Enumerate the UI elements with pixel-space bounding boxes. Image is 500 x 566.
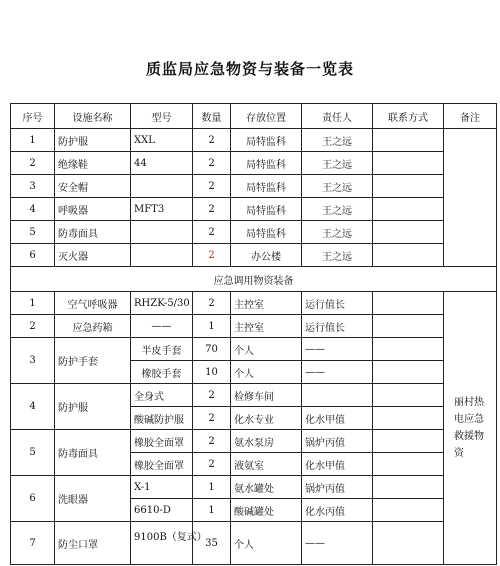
table-row <box>11 198 497 221</box>
item-person: 运行值长 <box>302 315 373 338</box>
item-model: 橡胶全面罩 <box>131 453 193 476</box>
item-contact <box>373 384 444 407</box>
item-model: 橡胶全面罩 <box>131 430 193 453</box>
item-person: 王之远 <box>302 129 373 152</box>
item-location: 局特监科 <box>231 152 302 175</box>
row-number: 2 <box>11 315 55 338</box>
item-quantity: 2 <box>193 221 231 244</box>
table-row <box>11 338 497 361</box>
item-location: 液氨室 <box>231 453 302 476</box>
table-row <box>11 384 497 407</box>
item-name: 呼吸器 <box>55 198 131 221</box>
item-person: 王之远 <box>302 244 373 267</box>
row-number: 1 <box>11 129 55 152</box>
table-row <box>11 430 497 453</box>
header-cell: 联系方式 <box>373 104 444 129</box>
row-number: 6 <box>11 476 55 522</box>
item-contact <box>373 430 444 453</box>
item-name: 防尘口罩 <box>55 522 131 565</box>
table-row <box>11 221 497 244</box>
table-row <box>11 175 497 198</box>
row-number: 5 <box>11 430 55 476</box>
row-number: 1 <box>11 292 55 315</box>
item-model: 酸碱防护服 <box>131 407 193 430</box>
item-location: 主控室 <box>231 315 302 338</box>
item-name: 防毒面具 <box>55 221 131 244</box>
item-contact <box>373 522 444 565</box>
item-location: 化水专业 <box>231 407 302 430</box>
item-contact <box>373 129 444 152</box>
item-model <box>131 221 193 244</box>
section2-note: 丽村热电应急救援物资 <box>444 292 497 565</box>
item-model: 全身式 <box>131 384 193 407</box>
section1-note-cell <box>444 129 497 267</box>
item-model: X-1 <box>131 476 193 499</box>
item-quantity: 2 <box>193 453 231 476</box>
item-contact <box>373 361 444 384</box>
header-row <box>11 104 497 129</box>
item-model: XXL <box>131 129 193 152</box>
item-person: 化水甲值 <box>302 407 373 430</box>
item-location: 个人 <box>231 361 302 384</box>
item-location: 主控室 <box>231 292 302 315</box>
item-person: 锅炉丙值 <box>302 476 373 499</box>
item-quantity: 1 <box>193 499 231 522</box>
item-person: —— <box>302 361 373 384</box>
header-cell: 设施名称 <box>55 104 131 129</box>
item-model: 半皮手套 <box>131 338 193 361</box>
item-person: —— <box>302 338 373 361</box>
item-location: 个人 <box>231 338 302 361</box>
item-name: 防护服 <box>55 384 131 430</box>
item-person: 化水甲值 <box>302 453 373 476</box>
header-cell: 备注 <box>444 104 497 129</box>
item-model <box>131 244 193 267</box>
item-name: 应急药箱 <box>55 315 131 338</box>
item-contact <box>373 175 444 198</box>
header-cell: 责任人 <box>302 104 373 129</box>
item-quantity: 1 <box>193 476 231 499</box>
item-name: 洗眼器 <box>55 476 131 522</box>
item-person: 锅炉丙值 <box>302 430 373 453</box>
item-contact <box>373 315 444 338</box>
table-row <box>11 292 497 315</box>
row-number: 3 <box>11 338 55 384</box>
item-location: 氨水泵房 <box>231 430 302 453</box>
item-location: 局特监科 <box>231 221 302 244</box>
item-contact <box>373 476 444 499</box>
page-title: 质监局应急物资与装备一览表 <box>145 60 354 78</box>
item-name: 安全帽 <box>55 175 131 198</box>
table-row <box>11 129 497 152</box>
item-location: 局特监科 <box>231 198 302 221</box>
table-row <box>11 522 497 565</box>
item-person: 王之远 <box>302 198 373 221</box>
item-location: 局特监科 <box>231 175 302 198</box>
row-number: 4 <box>11 198 55 221</box>
row-number: 2 <box>11 152 55 175</box>
item-model <box>131 175 193 198</box>
header-cell: 型号 <box>131 104 193 129</box>
item-quantity: 2 <box>193 430 231 453</box>
item-person: 王之远 <box>302 175 373 198</box>
row-number: 6 <box>11 244 55 267</box>
item-contact <box>373 338 444 361</box>
item-person: 运行值长 <box>302 292 373 315</box>
row-number: 5 <box>11 221 55 244</box>
item-quantity: 70 <box>193 338 231 361</box>
item-contact <box>373 198 444 221</box>
supplies-table <box>10 103 497 565</box>
item-person: 化水丙值 <box>302 499 373 522</box>
section-title: 应急调用物资装备 <box>11 267 497 292</box>
item-contact <box>373 407 444 430</box>
table-row <box>11 152 497 175</box>
item-quantity: 2 <box>193 244 231 267</box>
row-number: 7 <box>11 522 55 565</box>
item-quantity: 2 <box>193 384 231 407</box>
item-quantity: 2 <box>193 407 231 430</box>
item-model: 6610-D <box>131 499 193 522</box>
table-row <box>11 244 497 267</box>
item-contact <box>373 244 444 267</box>
header-cell: 数量 <box>193 104 231 129</box>
item-person: —— <box>302 522 373 565</box>
item-quantity: 2 <box>193 198 231 221</box>
item-model: 9100B（复式） <box>131 522 193 565</box>
header-cell: 存放位置 <box>231 104 302 129</box>
item-model: MFT3 <box>131 198 193 221</box>
item-contact <box>373 152 444 175</box>
item-name: 防毒面具 <box>55 430 131 476</box>
item-model: RHZK-5/30 <box>131 292 193 315</box>
item-quantity: 2 <box>193 152 231 175</box>
item-model: 橡胶手套 <box>131 361 193 384</box>
item-location: 个人 <box>231 522 302 565</box>
item-contact <box>373 499 444 522</box>
item-model: —— <box>131 315 193 338</box>
item-location: 氨水罐处 <box>231 476 302 499</box>
item-person <box>302 384 373 407</box>
header-cell: 序号 <box>11 104 55 129</box>
item-contact <box>373 221 444 244</box>
item-model: 44 <box>131 152 193 175</box>
item-name: 防护服 <box>55 129 131 152</box>
item-contact <box>373 453 444 476</box>
item-location: 检修车间 <box>231 384 302 407</box>
section-header-row <box>11 267 497 292</box>
item-person: 王之远 <box>302 221 373 244</box>
item-contact <box>373 292 444 315</box>
item-quantity: 35 <box>193 522 231 565</box>
item-person: 王之远 <box>302 152 373 175</box>
item-name: 防护手套 <box>55 338 131 384</box>
item-location: 局特监科 <box>231 129 302 152</box>
item-name: 绝缘鞋 <box>55 152 131 175</box>
item-quantity: 10 <box>193 361 231 384</box>
item-location: 办公楼 <box>231 244 302 267</box>
table-row <box>11 315 497 338</box>
item-location: 酸碱罐处 <box>231 499 302 522</box>
row-number: 4 <box>11 384 55 430</box>
item-name: 灭火器 <box>55 244 131 267</box>
item-quantity: 2 <box>193 175 231 198</box>
item-name: 空气呼吸器 <box>55 292 131 315</box>
row-number: 3 <box>11 175 55 198</box>
item-quantity: 2 <box>193 292 231 315</box>
item-quantity: 1 <box>193 315 231 338</box>
item-quantity: 2 <box>193 129 231 152</box>
table-row <box>11 476 497 499</box>
